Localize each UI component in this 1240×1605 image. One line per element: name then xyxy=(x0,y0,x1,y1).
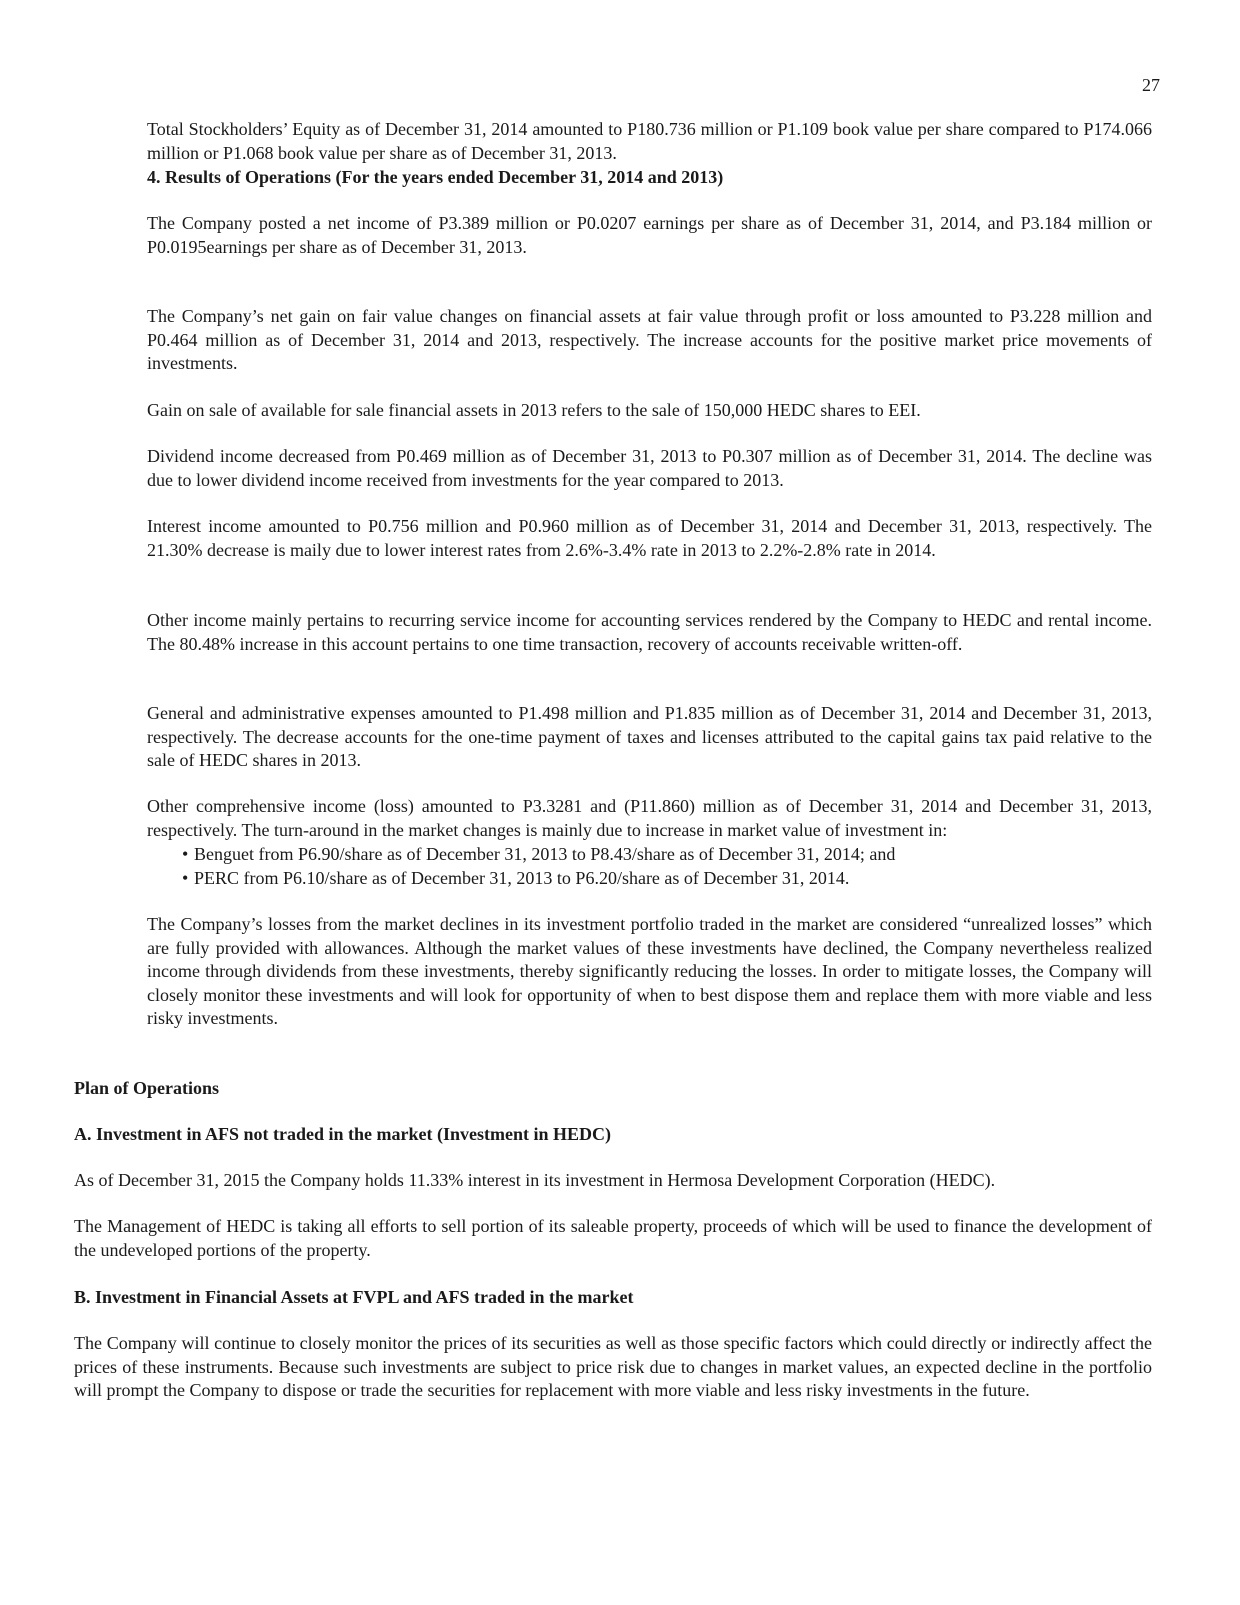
other-income-paragraph: Other income mainly pertains to recurring service income for accounting services rendered by the Company to HEDC and rental income. The 80.48% increase in this account pertains to one time transaction, recovery of accounts receivable written-off. xyxy=(147,610,1152,654)
interest-paragraph: Interest income amounted to P0.756 million and P0.960 million as of December 31, 2014 and December 31, 2013, respectively. The 21.30% decrease is maily due to lower interest rates from 2.6%-3.4% rate in 2013 to 2.2%-2.8% rate in 2014. xyxy=(147,516,1152,560)
bullet-icon: • xyxy=(182,868,189,888)
afs-gain-paragraph: Gain on sale of available for sale financial assets in 2013 refers to the sale of 150,000 HEDC shares to EEI. xyxy=(147,400,921,420)
results-of-operations-heading: 4. Results of Operations (For the years ended December 31, 2014 and 2013) xyxy=(147,167,724,187)
section-b-heading: B. Investment in Financial Assets at FVPL and AFS traded in the market xyxy=(74,1287,634,1307)
oci-paragraph: Other comprehensive income (loss) amounted to P3.3281 and (P11.860) million as of December 31, 2014 and December 31, 2013, respectively. The turn-around in the market changes is mainly due to increase in market value of investment in: xyxy=(147,796,1152,840)
net-income-paragraph: The Company posted a net income of P3.389 million or P0.0207 earnings per share as of December 31, 2014, and P3.184 million or P0.0195earnings per share as of December 31, 2013. xyxy=(147,213,1152,257)
list-item: • Benguet from P6.90/share as of December 31, 2013 to P8.43/share as of December 31, 2014; and xyxy=(182,844,896,864)
dividend-paragraph: Dividend income decreased from P0.469 million as of December 31, 2013 to P0.307 million as of December 31, 2014. The decline was due to lower dividend income received from investments for the year compared to 2013. xyxy=(147,446,1152,490)
plan-of-operations-heading: Plan of Operations xyxy=(74,1078,220,1098)
ga-expenses-paragraph: General and administrative expenses amounted to P1.498 million and P1.835 million as of December 31, 2014 and December 31, 2013, respectively. The decrease accounts for the one-time payment of taxes and licenses attributed to the capital gains tax paid relative to the sale of HEDC shares in 2013. xyxy=(147,703,1152,770)
list-item: • PERC from P6.10/share as of December 31, 2013 to P6.20/share as of December 31, 2014. xyxy=(182,868,850,888)
fair-value-paragraph: The Company’s net gain on fair value changes on financial assets at fair value through profit or loss amounted to P3.228 million and P0.464 million as of December 31, 2014 and 2013, respectively. The increase accounts for the positive market price movements of investments. xyxy=(147,306,1152,373)
investment-bullet-list xyxy=(182,842,1152,890)
section-a-paragraph-2: The Management of HEDC is taking all efforts to sell portion of its saleable property, proceeds of which will be used to finance the development of the undeveloped portions of the property. xyxy=(74,1216,1152,1260)
losses-paragraph: The Company’s losses from the market declines in its investment portfolio traded in the market are considered “unrealized losses” which are fully provided with allowances. Although the market values of these investments have declined, the Company nevertheless realized income through dividends from these investments, thereby significantly reducing the losses. In order to mitigate losses, the Company will closely monitor these investments and will look for opportunity of when to best dispose them and replace them with more viable and less risky investments. xyxy=(147,914,1152,1028)
page-number: 27 xyxy=(1142,75,1160,95)
section-b-paragraph-1: The Company will continue to closely monitor the prices of its securities as well as those specific factors which could directly or indirectly affect the prices of these instruments. Because such investments are subject to price risk due to changes in market values, an expected decline in the portfolio will prompt the Company to dispose or trade the securities for replacement with more viable and less risky investments in the future. xyxy=(74,1333,1152,1400)
equity-paragraph: Total Stockholders’ Equity as of December 31, 2014 amounted to P180.736 million or P1.109 book value per share compared to P174.066 million or P1.068 book value per share as of December 31, 2013. xyxy=(147,119,1152,163)
bullet-icon: • xyxy=(182,844,189,864)
section-a-heading: A. Investment in AFS not traded in the market (Investment in HEDC) xyxy=(74,1124,611,1144)
section-a-paragraph-1: As of December 31, 2015 the Company holds 11.33% interest in its investment in Hermosa Development Corporation (HEDC). xyxy=(74,1170,996,1190)
